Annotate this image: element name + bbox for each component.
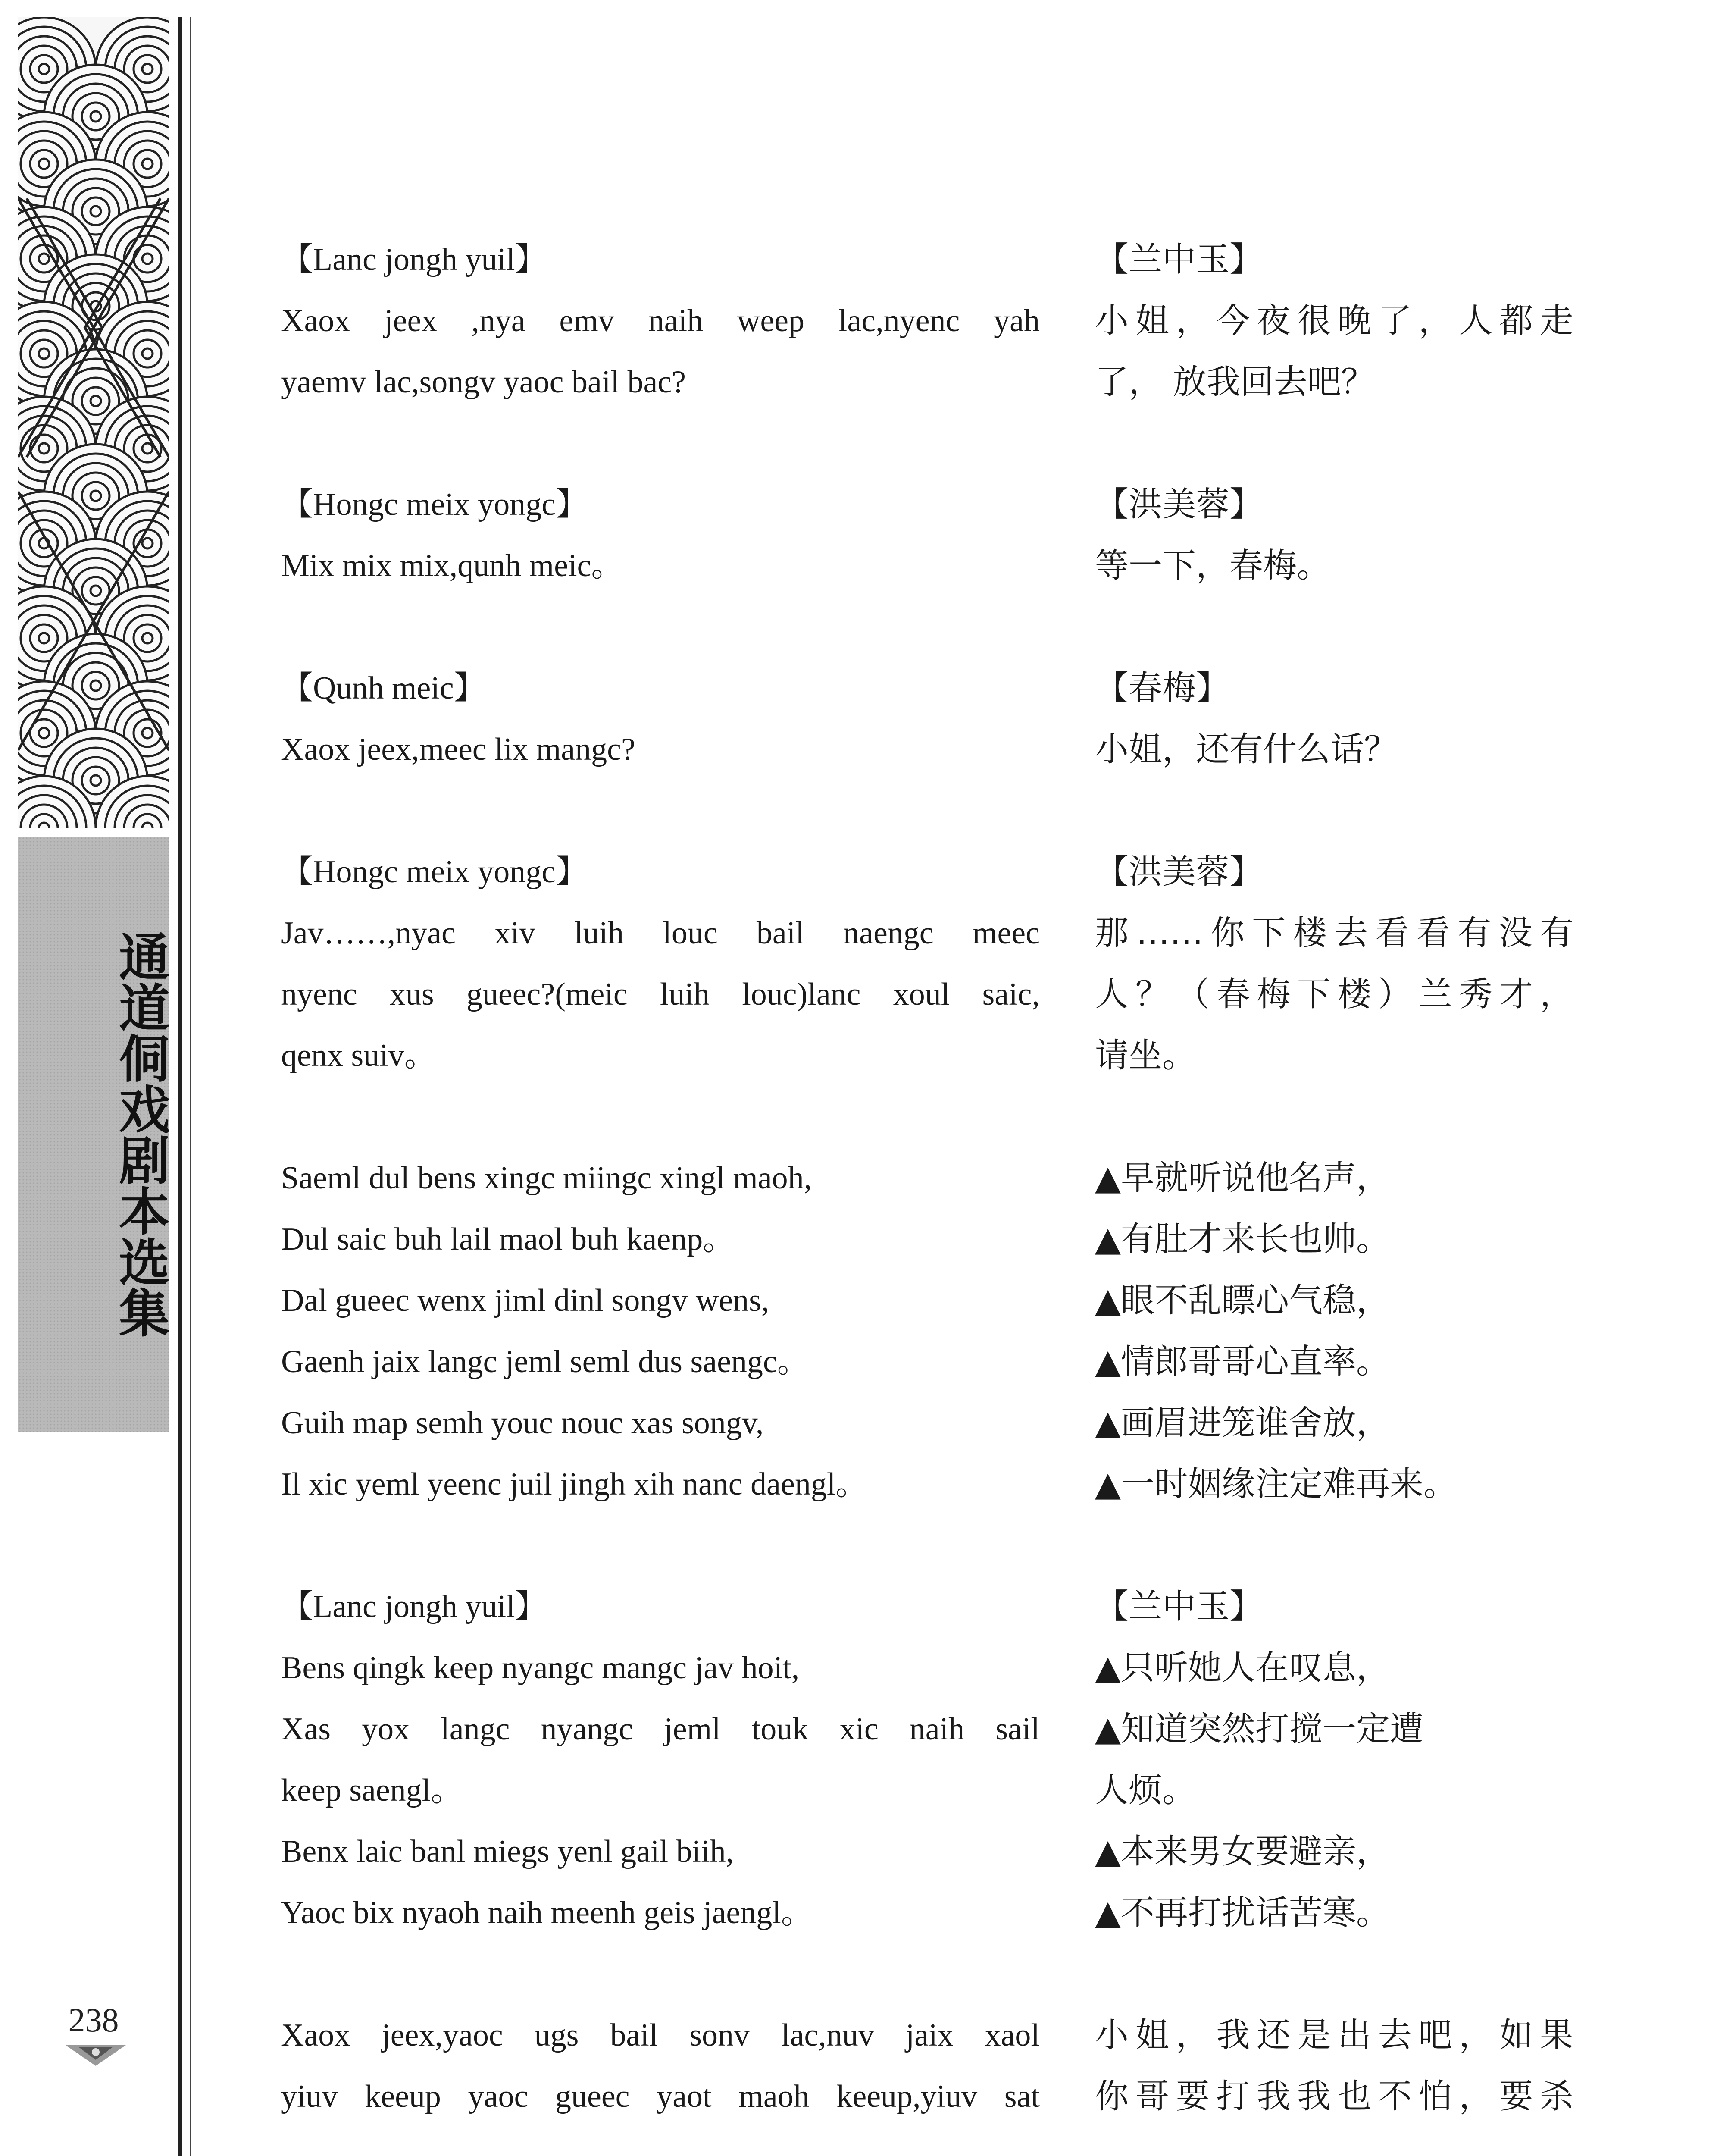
dialogue-line: [0, 473, 1714, 536]
chinese-text: 小姐，还有什么话？: [1095, 730, 1398, 769]
dong-text: yiuv keeup yaoc gueec yaot maoh keeup,yiuv sat: [281, 2079, 1040, 2114]
dialogue-line: [0, 229, 1714, 291]
dialogue-line: [0, 1331, 1714, 1393]
dialogue-line: [0, 351, 1714, 413]
chinese-text: 【洪美蓉】: [1095, 485, 1264, 524]
dialogue-line: [0, 841, 1714, 903]
chinese-text: 人烦。: [1095, 1771, 1196, 1810]
chinese-text: 那……你下楼去看看有没有: [1095, 914, 1573, 953]
spine-title: 通道侗戏剧本选集: [110, 931, 170, 1338]
dialogue-line: [0, 1453, 1714, 1515]
dialogue-line: [0, 1698, 1714, 1760]
dialogue-line: [0, 1882, 1714, 1944]
dong-text: 【Hongc meix yongc】: [281, 854, 588, 890]
chinese-text: ▲画眉进笼谁舍放，: [1095, 1404, 1390, 1442]
chinese-text: 【兰中玉】: [1095, 1587, 1264, 1626]
dialogue-line: [0, 1025, 1714, 1087]
dong-text: Dul saic buh lail maol buh kaenp。: [281, 1222, 735, 1257]
chinese-text: ▲本来男女要避亲，: [1095, 1832, 1390, 1871]
dong-text: Saeml dul bens xingc miingc xingl maoh,: [281, 1160, 812, 1196]
dialogue-line: [0, 2004, 1714, 2066]
chinese-text: 小姐，今夜很晚了，人都走: [1095, 301, 1573, 340]
dialogue-line: [0, 1147, 1714, 1209]
dong-text: 【Lanc jongh yuil】: [281, 1589, 547, 1624]
chinese-text: 你哥要打我我也不怕，要杀: [1095, 2077, 1573, 2116]
chinese-text: ▲眼不乱瞟心气稳，: [1095, 1281, 1390, 1320]
dong-text: Benx laic banl miegs yenl gail biih,: [281, 1834, 734, 1869]
dong-text: Guih map semh youc nouc xas songv,: [281, 1405, 764, 1441]
dialogue-line: [0, 1637, 1714, 1699]
chinese-text: ▲早就听说他名声，: [1095, 1159, 1390, 1197]
dong-text: Jav……,nyac xiv luih louc bail naengc meec: [281, 915, 1040, 951]
dialogue-line: [0, 1208, 1714, 1270]
chinese-text: 小姐，我还是出去吧，如果: [1095, 2016, 1573, 2055]
chinese-text: ▲有肚才来长也帅。: [1095, 1220, 1390, 1259]
dong-text: Mix mix mix,qunh meic。: [281, 548, 623, 583]
dong-text: Xaox jeex,meec lix mangc?: [281, 732, 635, 767]
dong-text: Bens qingk keep nyangc mangc jav hoit,: [281, 1650, 800, 1686]
dong-text: qenx suiv。: [281, 1038, 436, 1073]
chinese-text: ▲知道突然打搅一定遭: [1095, 1710, 1423, 1749]
chinese-text: 了， 放我回去吧？: [1095, 363, 1375, 401]
chinese-text: ▲情郎哥哥心直率。: [1095, 1342, 1390, 1381]
chinese-text: 【洪美蓉】: [1095, 852, 1264, 891]
chinese-text: ▲一时姻缘注定难再来。: [1095, 1465, 1457, 1504]
chinese-text: ▲不再打扰话苦寒。: [1095, 1893, 1390, 1932]
dialogue-line: [0, 718, 1714, 780]
dong-text: yaemv lac,songv yaoc bail bac?: [281, 364, 686, 400]
chinese-text: 请坐。: [1095, 1036, 1196, 1075]
dialogue-line: [0, 1269, 1714, 1332]
dialogue-line: [0, 1392, 1714, 1454]
dong-text: Yaoc bix nyaoh naih meenh geis jaengl。: [281, 1895, 813, 1930]
dong-text: keep saengl。: [281, 1773, 463, 1808]
dialogue-line: [0, 1576, 1714, 1638]
chinese-text: ▲只听她人在叹息，: [1095, 1648, 1390, 1687]
dialogue-line: [0, 902, 1714, 964]
dialogue-line: [0, 1759, 1714, 1821]
dong-text: Il xic yeml yeenc juil jingh xih nanc daengl。: [281, 1467, 868, 1502]
dong-text: Xas yox langc nyangc jeml touk xic naih sail: [281, 1711, 1040, 1747]
dong-text: 【Lanc jongh yuil】: [281, 242, 547, 277]
dialogue-line: [0, 2065, 1714, 2128]
dialogue-line: [0, 1821, 1714, 1883]
dong-text: Dal gueec wenx jiml dinl songv wens,: [281, 1283, 769, 1318]
chinese-text: 【兰中玉】: [1095, 240, 1264, 279]
dong-text: Gaenh jaix langc jeml seml dus saengc。: [281, 1344, 809, 1379]
dong-text: Xaox jeex,yaoc ugs bail sonv lac,nuv jaix xaol: [281, 2018, 1040, 2053]
page-number: 238: [68, 2001, 119, 2039]
dialogue-line: [0, 535, 1714, 597]
dong-text: 【Qunh meic】: [281, 671, 486, 706]
chinese-text: 【春梅】: [1095, 669, 1230, 708]
dong-text: 【Hongc meix yongc】: [281, 487, 588, 522]
dong-text: nyenc xus gueec?(meic luih louc)lanc xoul saic,: [281, 977, 1040, 1012]
chinese-text: 人？（春梅下楼）兰秀才，: [1095, 975, 1573, 1014]
chinese-text: 等一下，春梅。: [1095, 546, 1331, 585]
dialogue-line: [0, 290, 1714, 352]
dialogue-line: [0, 657, 1714, 719]
dialogue-line: [0, 963, 1714, 1025]
dong-text: Xaox jeex ,nya emv naih weep lac,nyenc yah: [281, 303, 1040, 338]
